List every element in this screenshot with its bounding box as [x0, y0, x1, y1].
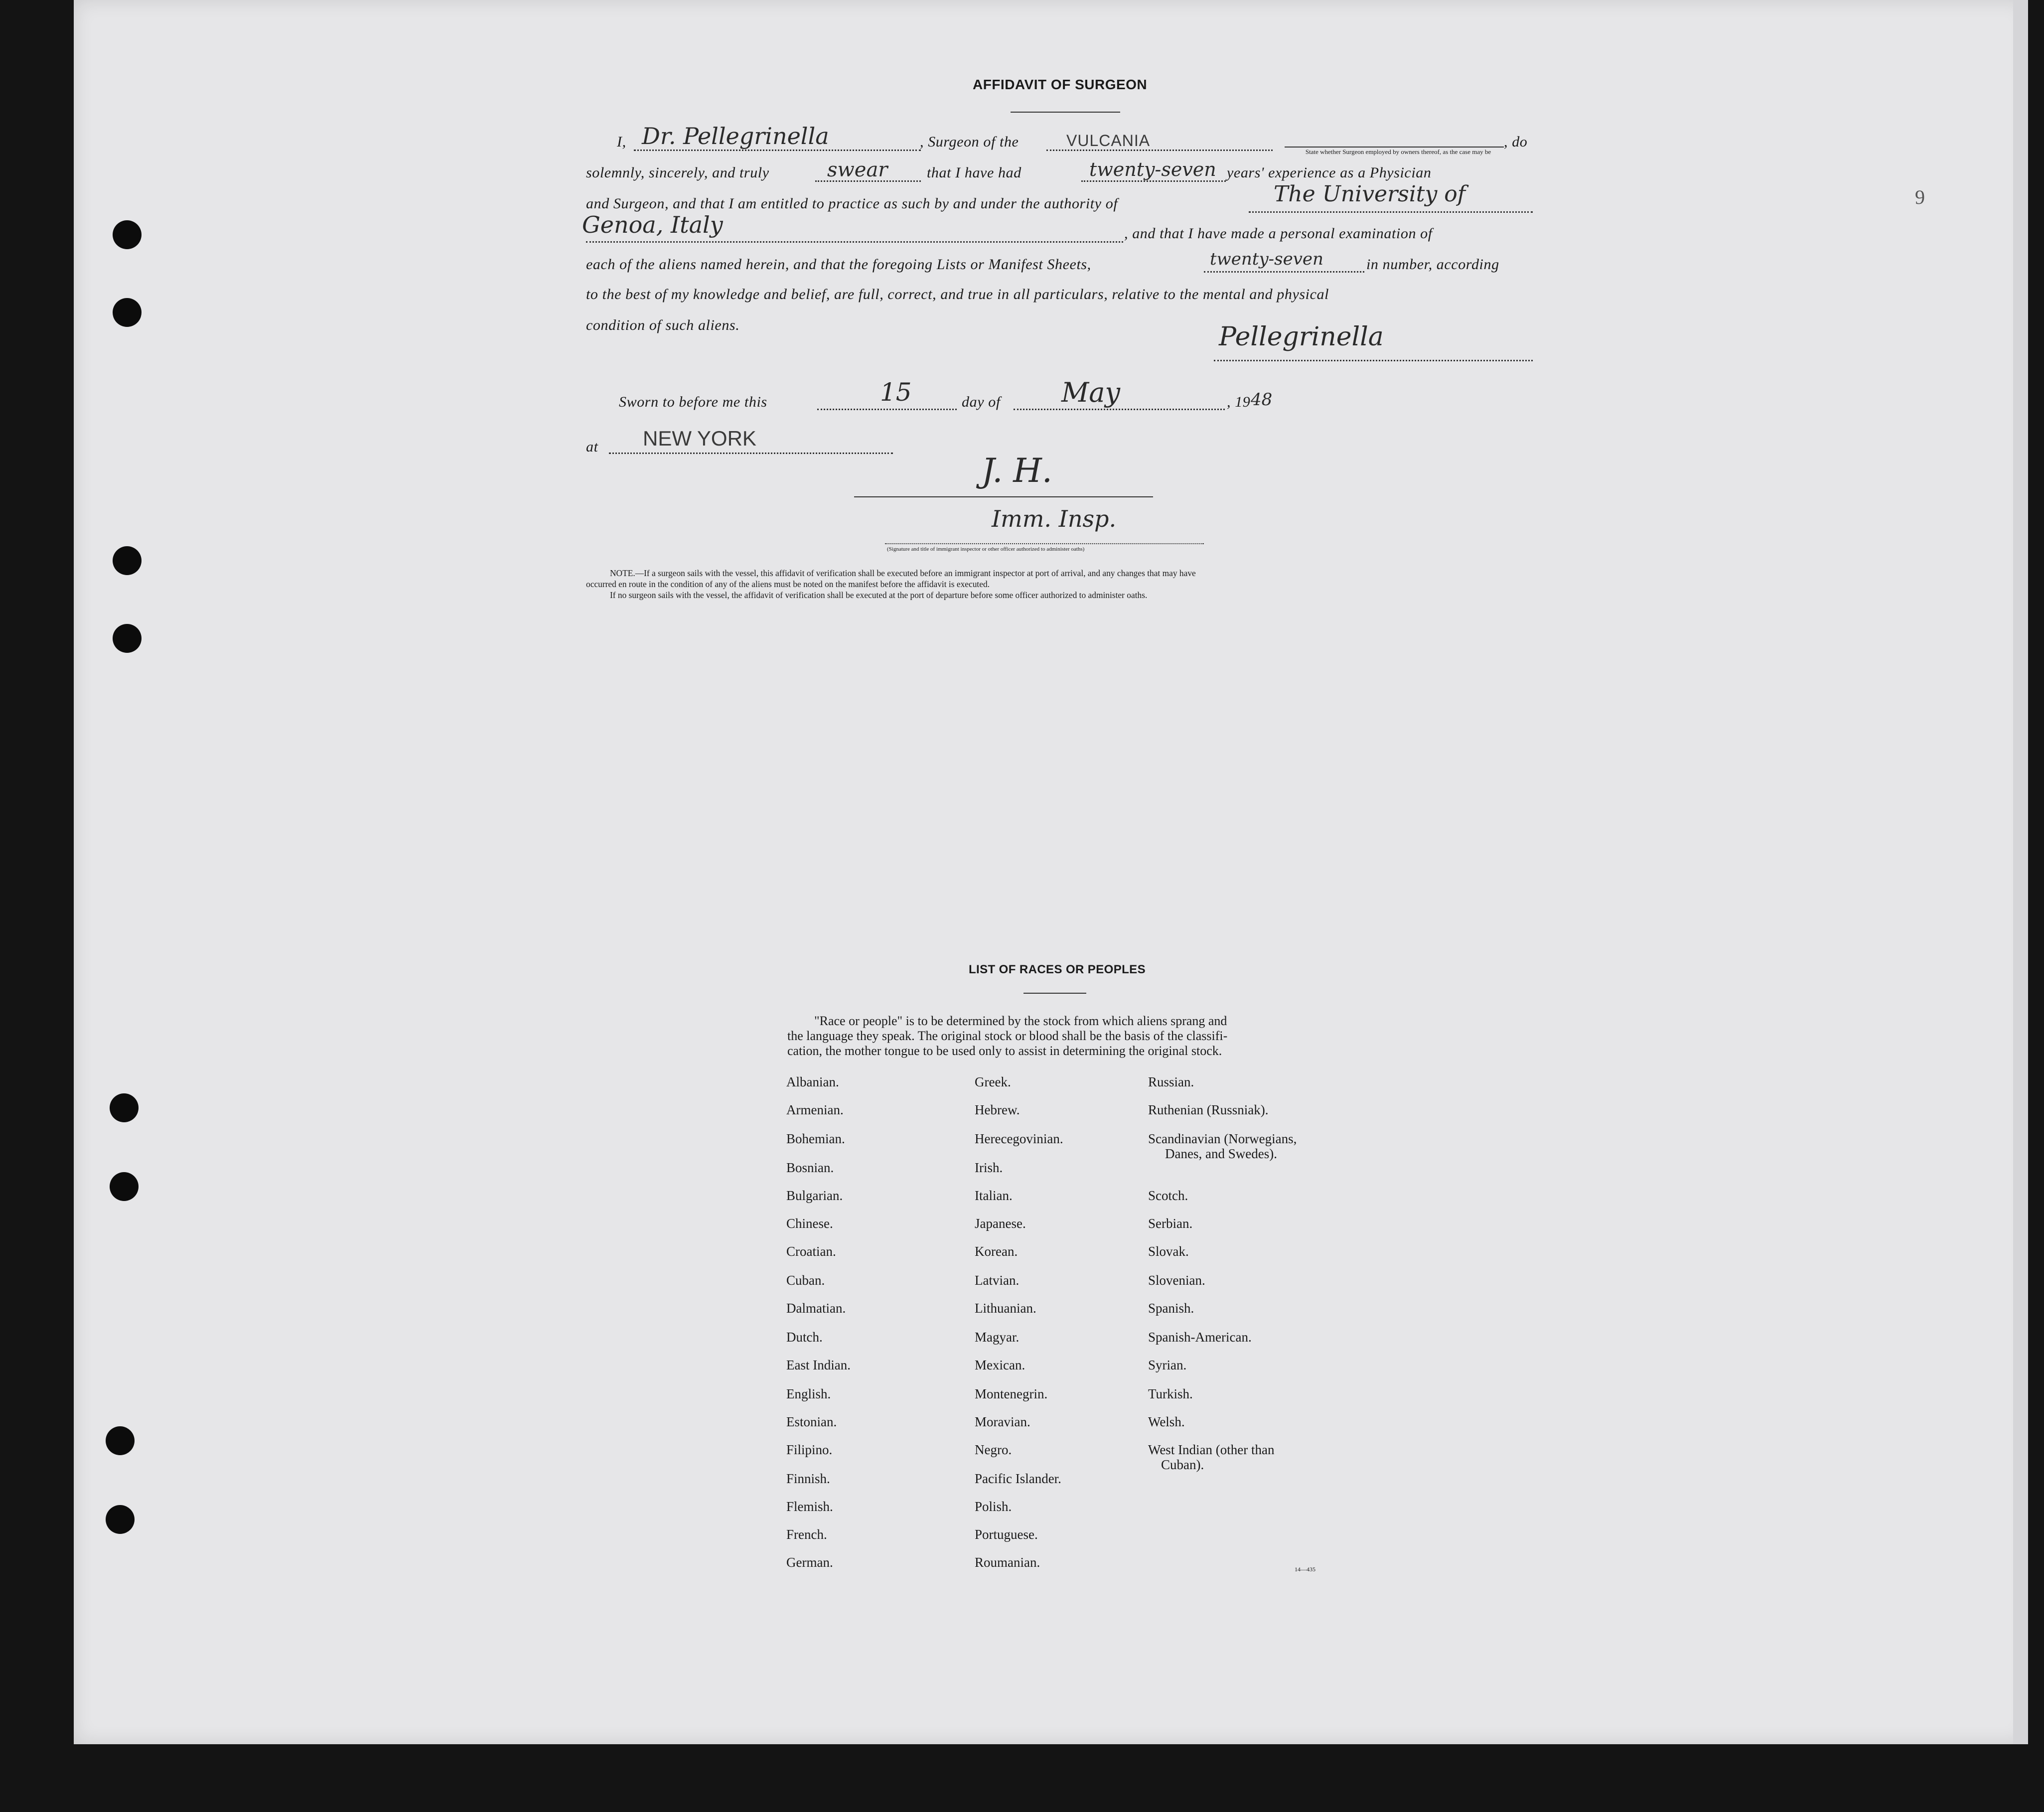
race-item: Spanish.	[1148, 1301, 1194, 1316]
form-number: 14—435	[1295, 1566, 1315, 1573]
race-item: Bulgarian.	[786, 1188, 843, 1203]
affidavit-line5b: in number, according	[1366, 256, 1499, 273]
race-item: Ruthenian (Russniak).	[1148, 1102, 1269, 1117]
at-label: at	[586, 439, 598, 455]
race-item: Hebrew.	[975, 1102, 1020, 1117]
races-title-underline	[1023, 993, 1086, 994]
race-item: Korean.	[975, 1244, 1018, 1259]
race-item: Armenian.	[786, 1102, 844, 1117]
affidavit-line6: to the best of my knowledge and belief, are full, correct, and true in all particulars, relative to the mental and physical	[586, 286, 1329, 302]
note-line-3: If no surgeon sails with the vessel, the affidavit of verification shall be executed at the port of departure before some officer authorized to administer oaths.	[610, 590, 1148, 600]
name-field-line	[634, 150, 921, 151]
race-item: Cuban).	[1161, 1457, 1204, 1472]
place-field-line	[609, 453, 893, 454]
race-item: Cuban.	[786, 1273, 825, 1288]
affidavit-line3: and Surgeon, and that I am entitled to practice as such by and under the authority of	[586, 195, 1118, 212]
punch-hole	[113, 624, 142, 653]
race-item: Latvian.	[975, 1273, 1020, 1288]
affidavit-i: I,	[617, 134, 626, 150]
race-item: Montenegrin.	[975, 1386, 1048, 1401]
punch-hole	[106, 1505, 135, 1534]
years-field: twenty-seven	[1089, 158, 1216, 180]
races-title: LIST OF RACES OR PEOPLES	[969, 963, 1146, 976]
race-item: Moravian.	[975, 1414, 1030, 1429]
races-intro-3: cation, the mother tongue to be used only to assist in determining the original stock.	[787, 1044, 1222, 1058]
authority-field-1: The University of	[1274, 181, 1466, 207]
punch-hole	[113, 220, 142, 249]
punch-hole	[106, 1426, 135, 1455]
affidavit-title: AFFIDAVIT OF SURGEON	[973, 77, 1148, 92]
race-item: Russian.	[1148, 1074, 1194, 1089]
sheets-field-line	[1204, 271, 1364, 273]
races-intro-2: the language they speak. The original stock or blood shall be the basis of the classifi-	[787, 1029, 1228, 1043]
page-number: 9	[1915, 186, 1925, 208]
race-item: Mexican.	[975, 1358, 1025, 1372]
vessel-name-field: VULCANIA	[1066, 132, 1151, 150]
sworn-day-field: 15	[880, 378, 912, 407]
race-item: Albanian.	[786, 1074, 839, 1089]
punch-hole	[110, 1093, 139, 1122]
race-item: Greek.	[975, 1074, 1011, 1089]
race-item: Syrian.	[1148, 1358, 1187, 1372]
vessel-caption-line	[1285, 147, 1504, 148]
punch-hole	[113, 546, 142, 575]
officer-title-signature: Imm. Insp.	[992, 505, 1117, 532]
race-item: Filipino.	[786, 1442, 833, 1457]
race-item: Welsh.	[1148, 1414, 1185, 1429]
affidavit-line4: , and that I have made a personal examination of	[1124, 225, 1433, 242]
sworn-day-line	[817, 409, 957, 410]
affidavit-line7: condition of such aliens.	[586, 317, 740, 333]
race-item: Slovak.	[1148, 1244, 1189, 1259]
race-item: Japanese.	[975, 1216, 1026, 1231]
race-item: Dutch.	[786, 1330, 823, 1345]
race-item: Negro.	[975, 1442, 1012, 1457]
punch-hole	[113, 298, 142, 327]
race-item: Turkish.	[1148, 1386, 1193, 1401]
paper-edge	[2013, 0, 2028, 1744]
affidavit-do: , do	[1504, 134, 1528, 150]
race-item: Flemish.	[786, 1499, 833, 1514]
race-item: Scandinavian (Norwegians,	[1148, 1131, 1297, 1146]
officer-signature: J. H.	[982, 452, 1052, 490]
vessel-caption: State whether Surgeon employed by owners thereof, as the case may be	[1305, 148, 1491, 155]
affidavit-line2c: years' experience as a Physician	[1227, 164, 1432, 181]
note-line-1: NOTE.—If a surgeon sails with the vessel, this affidavit of verification shall be executed before an immigrant inspector at port of arrival, and any changes that may have	[610, 568, 1196, 578]
race-item: Bohemian.	[786, 1131, 845, 1146]
punch-hole	[110, 1172, 139, 1201]
races-intro-1: "Race or people" is to be determined by the stock from which aliens sprang and	[814, 1014, 1227, 1028]
race-item: Pacific Islander.	[975, 1471, 1061, 1486]
race-item: German.	[786, 1555, 833, 1570]
officer-signature-line	[854, 496, 1153, 497]
race-item: English.	[786, 1386, 831, 1401]
race-item: Herecegovinian.	[975, 1131, 1063, 1146]
race-item: French.	[786, 1527, 827, 1542]
race-item: Italian.	[975, 1188, 1013, 1203]
authority-field-line-1	[1249, 211, 1533, 213]
affidavit-line2b: that I have had	[927, 164, 1022, 181]
race-item: Serbian.	[1148, 1216, 1193, 1231]
race-item: Portuguese.	[975, 1527, 1038, 1542]
race-item: Finnish.	[786, 1471, 830, 1486]
race-item: Scotch.	[1148, 1188, 1188, 1203]
years-field-line	[1081, 180, 1226, 182]
race-item: Croatian.	[786, 1244, 836, 1259]
race-item: Roumanian.	[975, 1555, 1040, 1570]
year-prefix: , 19	[1227, 394, 1251, 410]
race-item: Polish.	[975, 1499, 1012, 1514]
authority-field-2: Genoa, Italy	[582, 211, 723, 238]
sheets-count-field: twenty-seven	[1210, 249, 1323, 269]
race-item: Dalmatian.	[786, 1301, 846, 1316]
day-of-label: day of	[962, 394, 1001, 410]
sworn-month-line	[1014, 409, 1225, 410]
place-field: NEW YORK	[643, 427, 756, 450]
race-item: Slovenian.	[1148, 1273, 1205, 1288]
sworn-month-field: May	[1061, 377, 1120, 408]
race-item: Irish.	[975, 1160, 1003, 1175]
race-item: Chinese.	[786, 1216, 833, 1231]
sworn-label: Sworn to before me this	[619, 394, 767, 410]
race-item: Bosnian.	[786, 1160, 834, 1175]
officer-caption: (Signature and title of immigrant inspector or other officer authorized to administer oaths)	[887, 546, 1085, 552]
officer-title-line	[885, 543, 1204, 544]
race-item: Spanish-American.	[1148, 1330, 1252, 1345]
surgeon-of-the: , Surgeon of the	[920, 134, 1019, 150]
affidavit-line5a: each of the aliens named herein, and that the foregoing Lists or Manifest Sheets,	[586, 256, 1091, 273]
year-field: 48	[1251, 390, 1273, 410]
race-item: West Indian (other than	[1148, 1442, 1275, 1457]
surgeon-signature: Pellegrinella	[1219, 322, 1384, 352]
swear-field: swear	[827, 158, 888, 181]
race-item: East Indian.	[786, 1358, 851, 1372]
note-line-2: occurred en route in the condition of any of the aliens must be noted on the manifest before the affidavit is executed.	[586, 579, 990, 589]
race-item: Danes, and Swedes).	[1165, 1146, 1277, 1161]
race-item: Magyar.	[975, 1330, 1020, 1345]
title-underline	[1011, 112, 1120, 113]
race-item: Estonian.	[786, 1414, 837, 1429]
surgeon-name-field: Dr. Pellegrinella	[642, 123, 829, 150]
affidavit-line2a: solemnly, sincerely, and truly	[586, 164, 769, 181]
authority-field-line-2	[586, 241, 1123, 243]
signature-line	[1214, 360, 1533, 361]
race-item: Lithuanian.	[975, 1301, 1036, 1316]
